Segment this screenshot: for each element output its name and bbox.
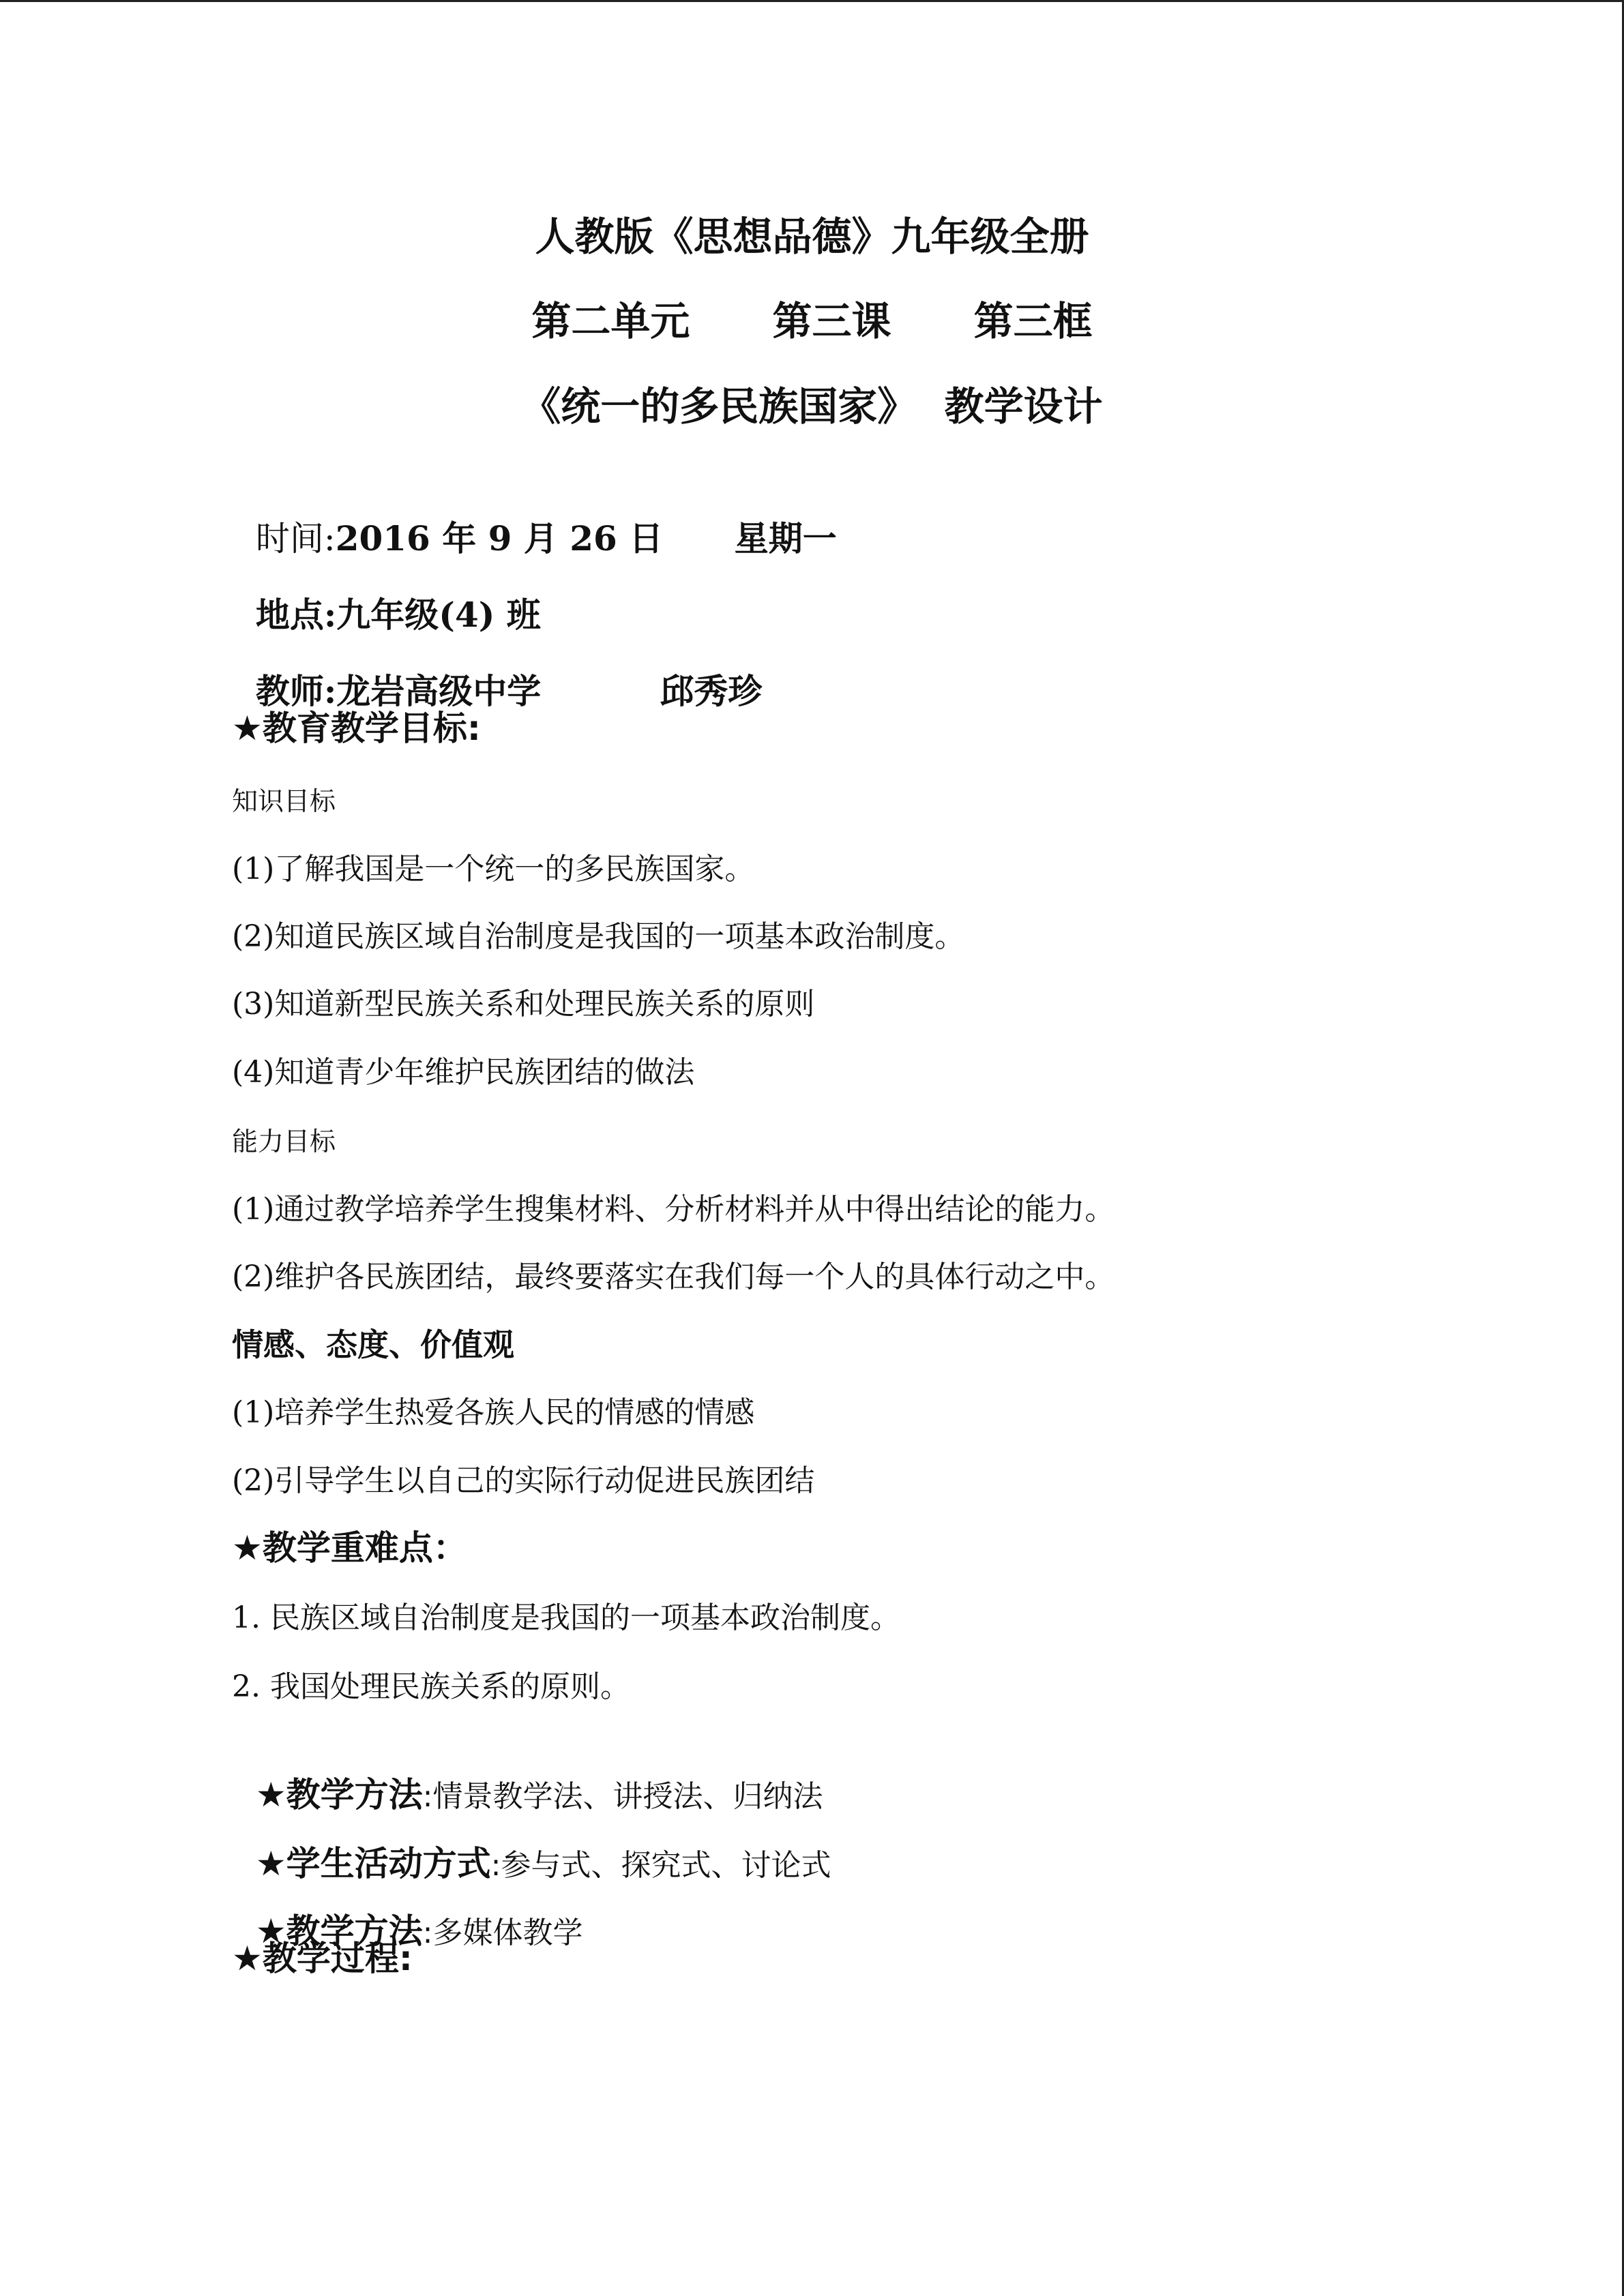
- knowledge-item: (4)知道青少年维护民族团结的做法: [232, 1055, 695, 1090]
- meta-place: [232, 554, 541, 636]
- page-border-top: [0, 0, 1624, 2]
- place-label: 地点:: [255, 595, 337, 635]
- meta-time: [232, 477, 837, 559]
- ability-item: (2)维护各民族团结，最终要落实在我们每一个人的具体行动之中。: [232, 1259, 1115, 1294]
- knowledge-heading: 知识目标: [232, 786, 336, 816]
- emotion-heading: 情感、态度、价值观: [232, 1326, 514, 1363]
- student-activity-label: ★学生活动方式: [255, 1844, 491, 1883]
- teaching-method-label: ★教学方法: [255, 1775, 423, 1815]
- meta-teacher: [232, 630, 762, 712]
- document-subtitle-lesson: 《统一的多民族国家》 教学设计: [521, 383, 1103, 430]
- time-value: 2016 年 9 月 26 日 星期一: [335, 518, 837, 558]
- student-activity-value: :参与式、探究式、讨论式: [490, 1848, 831, 1883]
- emotion-item: (2)引导学生以自己的实际行动促进民族团结: [232, 1463, 815, 1498]
- document-title: 人教版《思想品德》九年级全册: [535, 213, 1089, 260]
- teacher-label: 教师:: [255, 671, 337, 711]
- teaching-method-value: :情景教学法、讲授法、归纳法: [422, 1779, 823, 1814]
- knowledge-item: (3)知道新型民族关系和处理民族关系的原则: [232, 987, 815, 1022]
- key-point-item: 1. 民族区域自治制度是我国的一项基本政治制度。: [232, 1600, 900, 1635]
- teaching-tool-value: :多媒体教学: [422, 1915, 583, 1950]
- objectives-heading: ★教育教学目标:: [232, 709, 481, 748]
- teaching-tool-label: ★教学方法: [255, 1911, 423, 1951]
- ability-heading: 能力目标: [232, 1127, 336, 1157]
- place-value: 九年级(4) 班: [336, 595, 541, 635]
- teacher-value: 龙岩高级中学 邱秀珍: [336, 671, 763, 711]
- knowledge-item: (1)了解我国是一个统一的多民族国家。: [232, 852, 755, 886]
- knowledge-item: (2)知道民族区域自治制度是我国的一项基本政治制度。: [232, 919, 965, 954]
- time-label: 时间:: [255, 519, 336, 558]
- key-point-item: 2. 我国处理民族关系的原则。: [232, 1669, 630, 1704]
- ability-item: (1)通过教学培养学生搜集材料、分析材料并从中得出结论的能力。: [232, 1192, 1115, 1227]
- document-subtitle-unit: 第二单元 第三课 第三框: [531, 298, 1093, 344]
- teaching-process-heading: ★教学过程:: [232, 1939, 413, 1978]
- emotion-item: (1)培养学生热爱各族人民的情感的情感: [232, 1395, 755, 1430]
- key-points-heading: ★教学重难点：: [232, 1528, 467, 1568]
